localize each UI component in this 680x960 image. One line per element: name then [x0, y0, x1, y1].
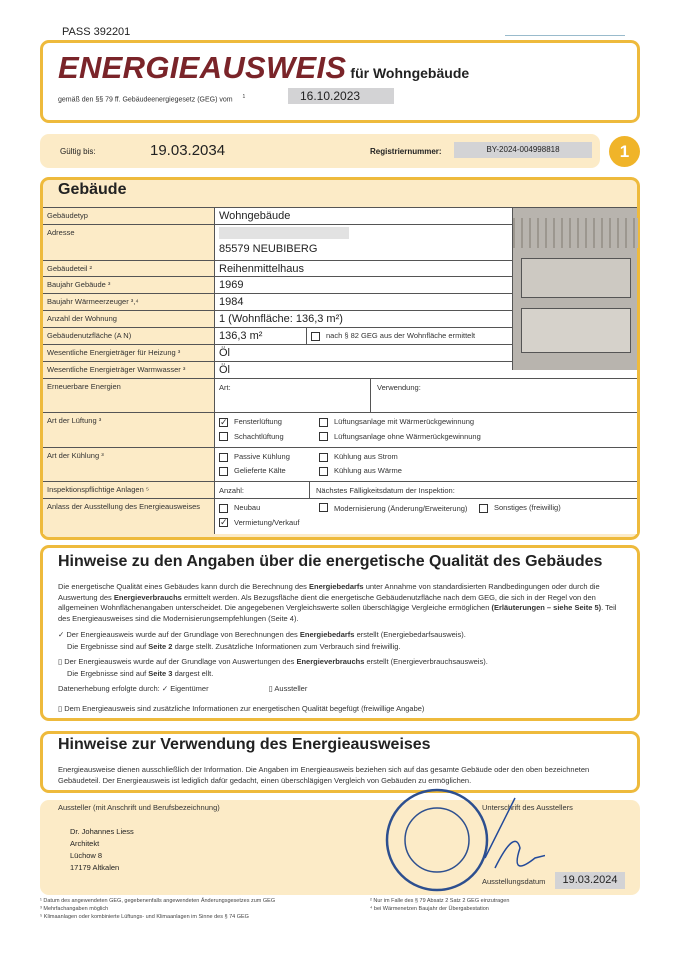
option-label: Kühlung aus Strom	[334, 452, 398, 461]
notes-text: Die energetische Qualität eines Gebäudes kann durch die Berechnung des Energiebedarfs unter Annahme von standardisierten Randbedingungen oder durch die Auswertung des Energieverbrauchs ermittelt werden. Als Bezugsfläche dient die energetische Gebäudenutzfläche nach dem GEG, die sich in der Regel von den allgemeinen Wohnflächenangaben unterscheidet. Die angegebenen Vergleichswerte sollen überschlägige Vergleiche ermöglichen (Erläuterungen – siehe Seite 5). Teil des Energieausweises sind die Modernisierungsempfehlungen (Seite 4).	[58, 582, 617, 623]
building-heading: Gebäude	[58, 181, 127, 198]
row-label: Art der Kühlung ³	[43, 448, 215, 481]
checkbox[interactable]	[311, 332, 320, 341]
consumption-option: ▯ Der Energieausweis wurde auf der Grundlage von Auswertungen des Energieverbrauchs erstellt (Energieverbrauchsausweis). Die Ergebnisse sind auf Seite 3 dargest ellt.	[58, 657, 488, 678]
stamp-and-signature-icon	[385, 788, 545, 898]
checkbox[interactable]	[479, 504, 488, 513]
checkbox[interactable]	[319, 467, 328, 476]
pass-id: PASS 392201	[62, 26, 131, 38]
row-label: Art der Lüftung ³	[43, 413, 215, 447]
issue-date-label: Ausstellungsdatum	[482, 877, 546, 886]
row-label: Gebäudetyp	[43, 208, 215, 224]
document-title: ENERGIEAUSWEIS	[58, 50, 347, 85]
row-value: Öl	[215, 345, 512, 361]
checkbox[interactable]	[319, 432, 328, 441]
option-label: Vermietung/Verkauf	[234, 517, 300, 527]
box-icon[interactable]: ▯	[58, 657, 63, 666]
renewable-type: Art:	[215, 379, 371, 412]
row-label: Wesentliche Energieträger Warmwasser ³	[43, 362, 215, 378]
valid-until-label: Gültig bis:	[60, 147, 96, 156]
checkbox[interactable]	[219, 453, 228, 462]
data-collection: Datenerhebung erfolgte durch: ✓ Eigentümer ▯ Aussteller	[58, 684, 308, 693]
row-value: Öl	[215, 362, 637, 378]
checkbox-checked[interactable]: ✓	[220, 416, 228, 427]
issuer-option: Aussteller	[274, 684, 308, 693]
option-label: Lüftungsanlage mit Wärmerückgewinnung	[334, 417, 475, 426]
row-label: Erneuerbare Energien	[43, 379, 215, 412]
footnote-ref: 1	[242, 94, 246, 100]
demand-option: ✓ Der Energieausweis wurde auf der Grundlage von Berechnungen des Energiebedarfs erstellt (Energiebedarfsausweis). Die Ergebnisse sind auf Seite 2 darge stellt. Zusätzliche Informationen zum Verbrauch sind freiwillig.	[58, 630, 466, 651]
footnotes-left: ¹ Datum des angewendeten GEG, gegebenenfalls angewendeten Änderungsgesetzes zum GEG ³ Mehrfachangaben möglich ⁵ Klimaanlagen oder kombinierte Lüftungs- und Klimaanlagen im Sinne des § 74 GEG	[40, 898, 276, 920]
row-label: Baujahr Gebäude ³	[43, 277, 215, 293]
reg-label: Registriernummer:	[370, 147, 442, 156]
row-value: Wohngebäude	[215, 208, 512, 224]
geg-text: gemäß den §§ 79 ff. Gebäudeenergiegesetz (GEG) vom	[58, 96, 233, 104]
renewable-use: Verwendung:	[377, 383, 421, 392]
row-value: Reihenmittelhaus	[215, 261, 512, 276]
checkbox[interactable]	[319, 418, 328, 427]
checkbox-checked[interactable]: ✓	[220, 517, 228, 528]
notes-heading: Hinweise zu den Angaben über die energetische Qualität des Gebäudes	[58, 553, 603, 570]
validity-bar	[40, 134, 600, 168]
checkbox[interactable]	[319, 503, 328, 512]
row-label: Gebäudenutzfläche (A N)	[43, 328, 215, 344]
issue-date: 19.03.2024	[555, 872, 625, 889]
checkbox-label: nach § 82 GEG aus der Wohnfläche ermittelt	[326, 331, 476, 340]
checkbox[interactable]	[319, 453, 328, 462]
top-line	[505, 35, 625, 36]
checkbox[interactable]	[219, 504, 228, 513]
row-label: Anzahl der Wohnung	[43, 311, 215, 327]
row-value: 136,3 m²	[215, 328, 307, 344]
row-label: Inspektionspflichtige Anlagen ⁵	[43, 482, 215, 498]
valid-until-date: 19.03.2034	[150, 142, 226, 159]
checkbox[interactable]	[219, 432, 228, 441]
row-value: 1984	[215, 294, 512, 310]
usage-text: Energieausweise dienen ausschließlich der Information. Die Angaben im Energieausweis beziehen sich auf das gesamte Gebäude oder den oben bezeichneten Gebäudeteil. Der Energieausweis ist lediglich dafür gedacht, einen überschlägigen Vergleich von Gebäuden zu ermöglichen.	[58, 765, 590, 785]
box-icon[interactable]: ▯	[268, 684, 273, 693]
area-cell	[215, 328, 512, 344]
reg-number: BY-2024-004998818	[454, 142, 592, 158]
option-label: Modernisierung (Änderung/Erweiterung)	[334, 504, 468, 513]
row-label: Wesentliche Energieträger für Heizung ³	[43, 345, 215, 361]
option-label: Passive Kühlung	[234, 452, 290, 461]
page-number-badge: 1	[609, 136, 640, 167]
checkbox[interactable]	[219, 467, 228, 476]
footnotes-right: ² Nur im Falle des § 79 Absatz 2 Satz 2 GEG einzutragen ⁴ bei Wärmenetzen Baujahr der Übergabestation	[370, 898, 510, 912]
extra-info-option: ▯ Dem Energieausweis sind zusätzliche Informationen zur energetischen Qualität begefügt (freiwillige Angabe)	[58, 704, 425, 713]
geg-label	[58, 94, 245, 103]
building-photo	[512, 208, 637, 370]
option-label: Sonstiges (freiwillig)	[494, 503, 561, 512]
issuer-address: Dr. Johannes Liess Architekt Lüchow 8 17179 Altkalen	[70, 827, 134, 872]
document-subtitle: für Wohngebäude	[350, 65, 470, 81]
check-icon[interactable]: ✓	[58, 630, 65, 639]
owner-option: Eigentümer	[170, 684, 209, 693]
row-value: 1969	[215, 277, 512, 293]
row-label: Baujahr Wärmeerzeuger ³,⁴	[43, 294, 215, 310]
row-label: Anlass der Ausstellung des Energieausweises	[43, 499, 215, 534]
usage-heading: Hinweise zur Verwendung des Energieausweises	[58, 736, 431, 753]
option-label: Neubau	[234, 503, 261, 512]
option-label: Gelieferte Kälte	[234, 466, 286, 475]
row-label: Gebäudeteil ²	[43, 261, 215, 276]
option-label: Fensterlüftung	[234, 417, 282, 426]
inspection-next: Nächstes Fälligkeitsdatum der Inspektion:	[316, 486, 455, 495]
issuer-label: Aussteller (mit Anschrift und Berufsbezeichnung)	[58, 803, 220, 812]
option-label: Lüftungsanlage ohne Wärmerückgewinnung	[334, 431, 481, 441]
option-label: Kühlung aus Wärme	[334, 466, 402, 475]
row-value: 85579 NEUBIBERG	[219, 243, 318, 255]
address-cell	[215, 225, 512, 260]
title-row	[58, 50, 469, 86]
redacted-street	[219, 227, 349, 239]
geg-date: 16.10.2023	[288, 88, 394, 104]
option-label: Schachtlüftung	[234, 431, 284, 441]
inspection-count: Anzahl:	[215, 482, 310, 498]
row-label: Adresse	[43, 225, 215, 260]
row-value: 1 (Wohnfläche: 136,3 m²)	[215, 311, 512, 327]
signature-label: Unterschrift des Ausstellers	[482, 803, 573, 812]
box-icon[interactable]: ▯	[58, 704, 63, 713]
check-icon[interactable]: ✓	[161, 684, 169, 693]
